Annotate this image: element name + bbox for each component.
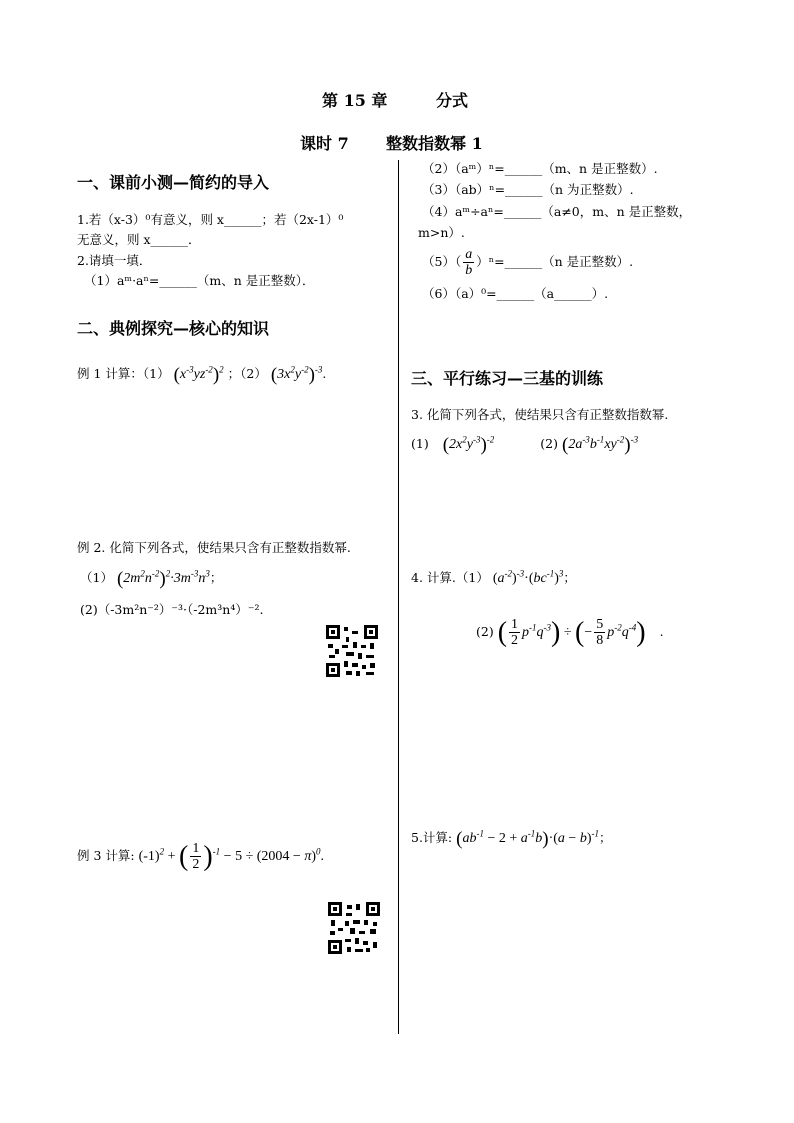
question-3-expr-2: $(2a^{-3}b^{-1}xy^{-2})^{-3}$: [561, 434, 639, 456]
question-4-expr-1: $(a^{-2})^{-3}\cdot(bc^{-1})^3$: [492, 568, 564, 586]
qr-code-1: [326, 625, 378, 677]
question-1-line-1: 1.若（x-3）⁰有意义，则 x______；若（2x-1）⁰: [77, 212, 344, 227]
question-3-part-2-label: (2): [540, 436, 558, 451]
fill-item-6: （6）（a）⁰=______（a______）.: [422, 286, 609, 301]
question-4-part-2: (2) ( $\frac{1}{2}$ $p^{-1}q^{-3}$) ÷ (− $\frac{5}{8}$ $p^{-2}q^{-4}$) .: [476, 616, 664, 649]
fraction-a-over-b: $\frac{a}{b}$: [465, 247, 473, 278]
example-3-label: 例 3 计算:: [77, 848, 135, 863]
example-1-expr-1: $(x^{-3}yz^{-2})^2$: [173, 364, 224, 386]
fill-item-5-suffix: ）ⁿ=______（n 是正整数）.: [476, 254, 634, 269]
question-3-expr-1: $(2x^2y^{-3})^{-2}$: [442, 434, 495, 456]
question-4-expr-2: ( $\frac{1}{2}$ $p^{-1}q^{-3}$) ÷ (− $\frac{5}{8}$ $p^{-2}q^{-4}$): [497, 616, 646, 649]
example-1-expr-2: $(3x^2y^{-2})^{-3}$: [270, 364, 323, 386]
example-2-part-2: (2)（-3m²n⁻²）⁻³·（-2m³n⁴）⁻².: [80, 602, 264, 617]
example-2-label: 例 2. 化简下列各式，使结果只含有正整数指数幂.: [77, 540, 351, 555]
chapter-title: 分式: [436, 91, 469, 110]
lesson-title: 整数指数幂 1: [386, 134, 483, 153]
example-1-separator: ；（2）: [227, 366, 267, 381]
question-3-parts: [411, 434, 638, 455]
example-1-label: 例 1 计算：（1）: [77, 366, 170, 381]
fill-item-3: （3）（ab）ⁿ=______（n 为正整数）.: [422, 182, 634, 197]
question-2-item-1: （1）aᵐ·aⁿ=______（m、n 是正整数）．: [84, 273, 315, 288]
section-3-title: 三、平行练习—三基的训练: [411, 369, 604, 388]
fill-item-5: [422, 244, 633, 280]
example-3: [77, 832, 324, 881]
question-5: 5.计算: $(ab^{-1} - 2 + a^{-1}b)\cdot(a - b)^{-1}$；: [411, 828, 612, 850]
example-2-expr-1: $(2m^2n^{-2})^2\cdot 3m^{-3}n^3$: [116, 568, 210, 590]
question-4-label: 4. 计算.（1）: [411, 570, 489, 585]
fill-item-4-line-1: （4）aᵐ÷aⁿ=______（a≠0，m、n 是正整数，: [422, 204, 692, 219]
example-3-expr: $(-1)^2$ + ( $\frac{1}{2}$ )$^{-1} - 5 \div (2004 - \pi)^0$.: [138, 840, 324, 873]
example-2-part-1-label: （1）: [80, 570, 113, 585]
qr-code-2: [328, 902, 380, 954]
section-1-title: 一、课前小测—简约的导入: [77, 173, 270, 192]
fill-item-5-prefix: （5）（: [422, 254, 462, 269]
question-5-expr: $(ab^{-1} - 2 + a^{-1}b)\cdot(a - b)^{-1}$: [456, 828, 599, 850]
example-1: 例 1 计算：（1） $(x^{-3}yz^{-2})^2$ ；（2） $(3x^2y^{-2})^{-3}$.: [77, 364, 327, 386]
chapter-number: 第 15 章: [322, 91, 388, 110]
question-5-label: 5.计算:: [411, 830, 453, 845]
question-1-line-2: 无意义，则 x______．: [77, 232, 201, 247]
question-2-title: 2.请填一填．: [77, 253, 152, 268]
section-2-title: 二、典例探究—核心的知识: [77, 319, 270, 338]
question-3-part-1-label: (1): [411, 436, 429, 451]
question-4: 4. 计算.（1） $(a^{-2})^{-3}\cdot(bc^{-1})^3$；: [411, 568, 576, 586]
lesson-number: 课时 7: [300, 134, 349, 153]
fill-item-4-line-2: m>n）.: [418, 225, 465, 240]
column-divider: [398, 160, 399, 1034]
question-4-part-2-label: (2): [476, 624, 494, 639]
fill-item-2: （2）（aᵐ）ⁿ=______（m、n 是正整数）.: [422, 161, 658, 176]
example-2-part-1: （1） $(2m^2n^{-2})^2\cdot 3m^{-3}n^3$；: [80, 568, 223, 590]
question-3-label: 3. 化简下列各式，使结果只含有正整数指数幂.: [411, 407, 669, 422]
